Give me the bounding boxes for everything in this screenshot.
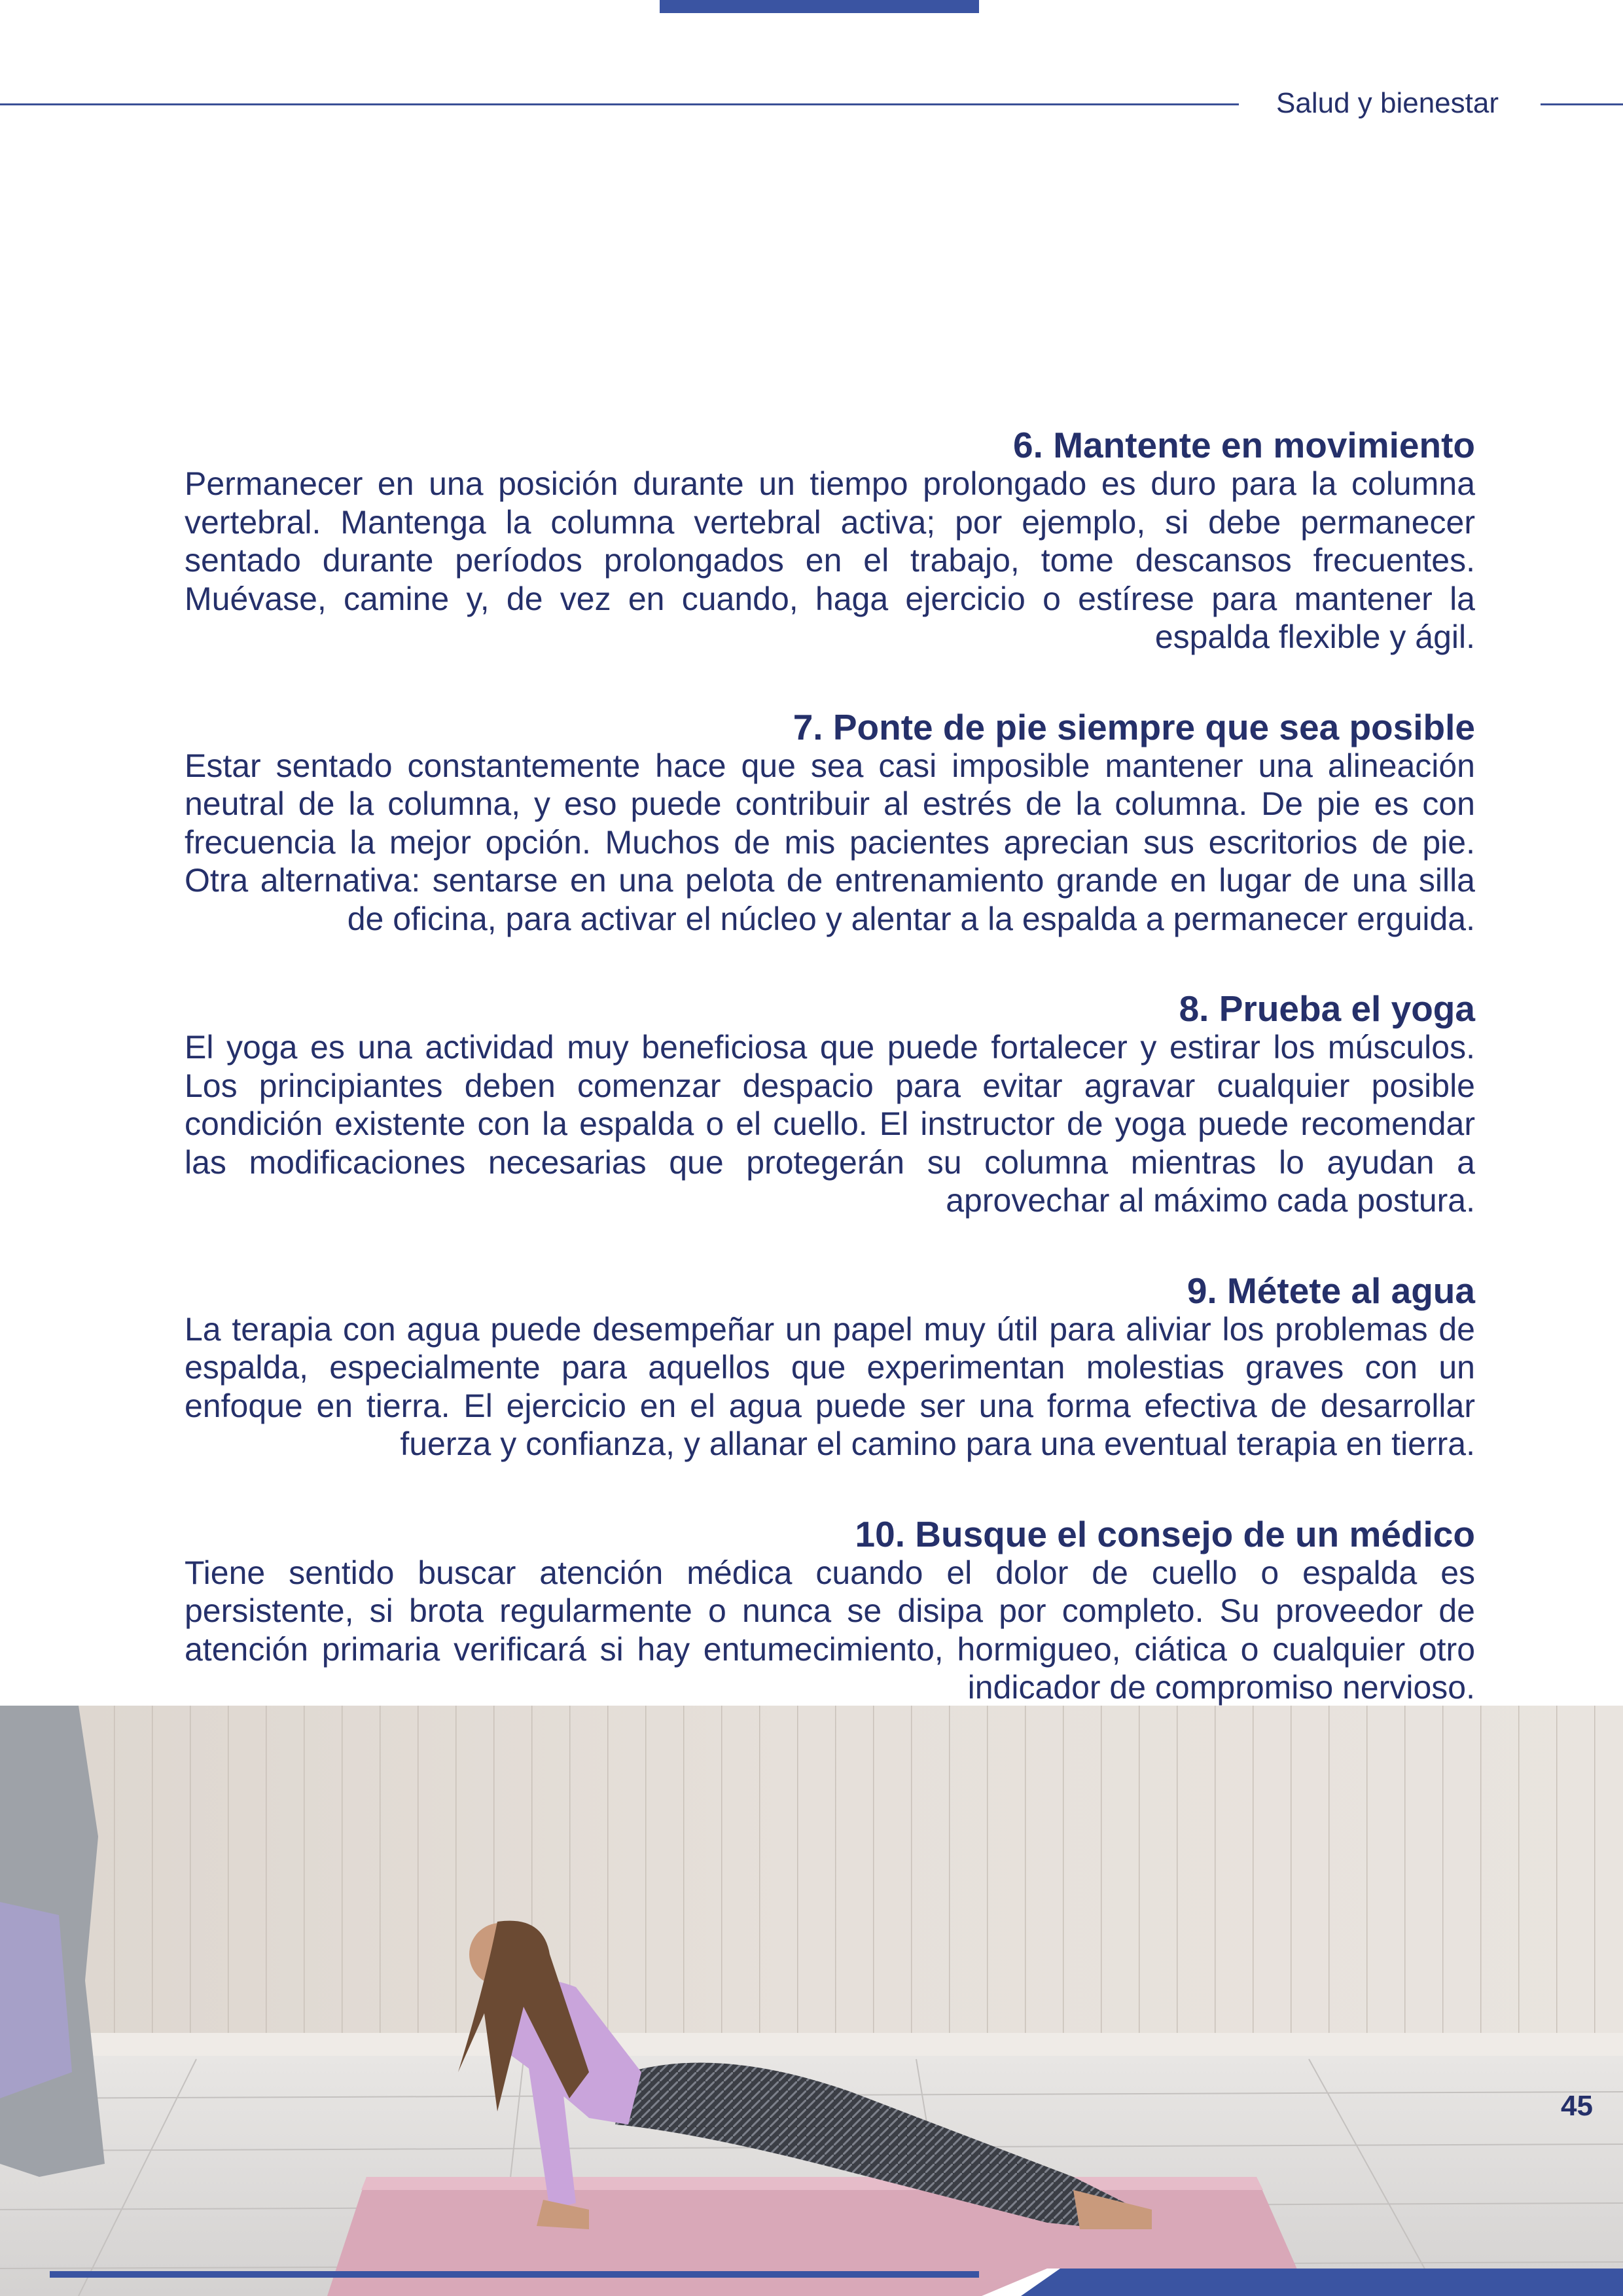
header-rule-right <box>1541 103 1623 105</box>
tip-section-7 <box>185 708 1475 939</box>
tip-heading: 6. Mantente en movimiento <box>1013 425 1475 465</box>
tip-paragraph: El yoga es una actividad muy beneficiosa que puede fortalecer y estirar los músculos. Los principiantes deben comenzar despacio para evitar agravar cualquier posible condición existente con la espalda o el cuello. El instructor de yoga puede recomendar las modificaciones necesarias que protegerán su columna mientras lo ayudan a aprovechar al máximo cada postura. <box>185 1029 1475 1219</box>
tip-paragraph: Tiene sentido buscar atención médica cuando el dolor de cuello o espalda es persistente, si brota regularmente o nunca se disipa por completo. Su proveedor de atención primaria verificará si hay entumecimiento, hormigueo, ciática o cualquier otro indicador de compromiso nervioso. <box>185 1554 1475 1706</box>
tip-paragraph: La terapia con agua puede desempeñar un papel muy útil para aliviar los problemas de espalda, especialmente para aquellos que experimentan molestias graves con un enfoque en tierra. El ejercicio en el agua puede ser una forma efectiva de desarrollar fuerza y confianza, y allanar el camino para una eventual terapia en tierra. <box>185 1310 1475 1462</box>
tip-paragraph: Estar sentado constantemente hace que sea casi imposible mantener una alineación neutral de la columna, y eso puede contribuir al estrés de la columna. De pie es con frecuencia la mejor opción. Muchos de mis pacientes aprecian sus escritorios de pie. Otra alternativa: sentarse en una pelota de entrenamiento grande en lugar de una silla de oficina, para activar el núcleo y alentar a la espalda a permanecer erguida. <box>185 747 1475 937</box>
tip-section-8 <box>185 989 1475 1220</box>
tip-section-9 <box>185 1271 1475 1463</box>
tip-section-10 <box>185 1515 1475 1707</box>
header-rule-left <box>0 103 1239 105</box>
top-accent-tab <box>660 0 979 13</box>
tip-heading: 8. Prueba el yoga <box>1179 988 1475 1029</box>
page-number: 45 <box>1561 2090 1593 2122</box>
yoga-photo <box>0 1706 1623 2296</box>
tip-heading: 7. Ponte de pie siempre que sea posible <box>793 706 1475 747</box>
footer-accent-corner <box>982 2263 1623 2296</box>
article-body <box>185 425 1475 1758</box>
tip-heading: 9. Métete al agua <box>1186 1270 1475 1311</box>
tip-section-6 <box>185 425 1475 656</box>
tip-heading: 10. Busque el consejo de un médico <box>855 1513 1475 1554</box>
footer-accent-bar <box>50 2271 979 2278</box>
tip-paragraph: Permanecer en una posición durante un tiempo prolongado es duro para la columna vertebral. Mantenga la columna vertebral activa; por ejemplo, si debe permanecer sentado durante períodos prolongados en el trabajo, tome descansos frecuentes. Muévase, camine y, de vez en cuando, haga ejercicio o estírese para mantener la espalda flexible y ágil. <box>185 465 1475 655</box>
section-label: Salud y bienestar <box>1276 87 1499 119</box>
